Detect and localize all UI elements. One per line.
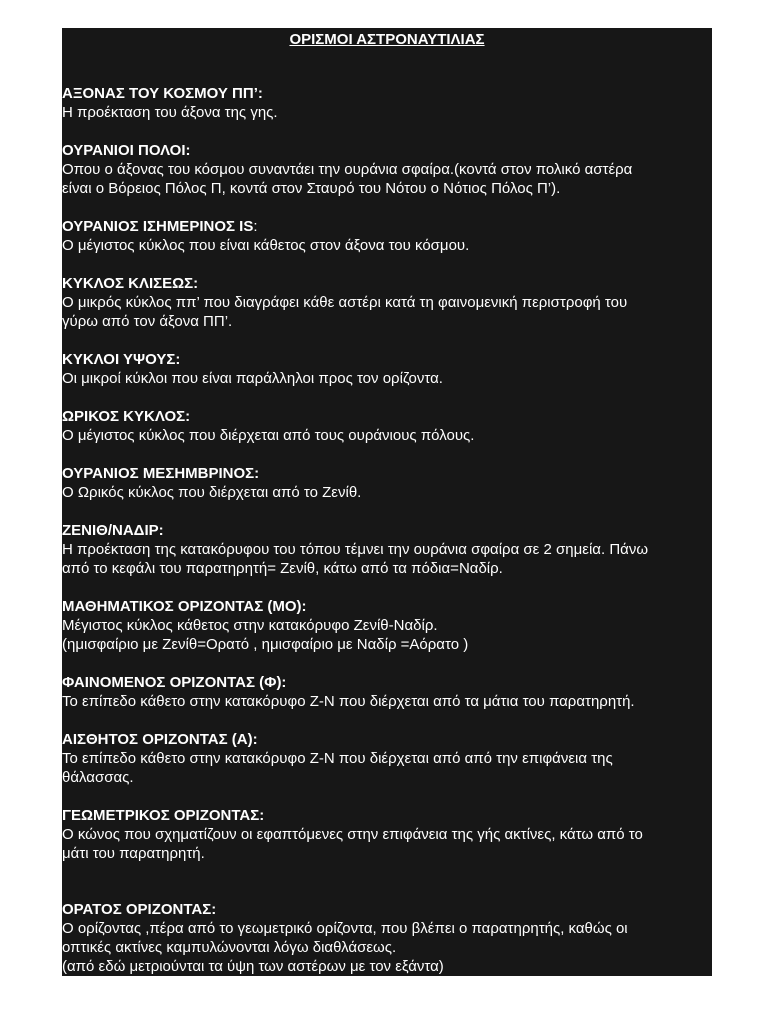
section-sensible-horizon	[62, 730, 710, 787]
definition-line: θάλασσας.	[62, 769, 134, 786]
section-heading: ΑΞΟΝΑΣ ΤΟΥ ΚΟΣΜΟΥ ΠΠ’:	[62, 85, 263, 102]
section-heading: ΜΑΘΗΜΑΤΙΚΟΣ ΟΡΙΖΟΝΤΑΣ (ΜΟ):	[62, 598, 307, 615]
section-declination-circle	[62, 274, 710, 331]
section-celestial-poles	[62, 141, 710, 198]
section-heading	[62, 217, 710, 236]
document-title: ΟΡΙΣΜΟΙ ΑΣΤΡΟΝΑΥΤΙΛΙΑΣ	[289, 31, 485, 48]
definition-line: Ο μέγιστος κύκλος που διέρχεται από τους ουράνιους πόλους.	[62, 427, 475, 444]
section-heading: ΚΥΚΛΟΣ ΚΛΙΣΕΩΣ:	[62, 275, 199, 292]
definition-line: Ο μέγιστος κύκλος που είναι κάθετος στον άξονα του κόσμου.	[62, 237, 470, 254]
section-visible-horizon	[62, 900, 710, 976]
section-celestial-meridian	[62, 464, 710, 502]
section-heading: ΦΑΙΝΟΜΕΝΟΣ ΟΡΙΖΟΝΤΑΣ (Φ):	[62, 674, 287, 691]
section-celestial-equator	[62, 217, 710, 255]
definition-line: είναι ο Βόρειος Πόλος Π, κοντά στον Σταυρό του Νότου ο Νότιος Πόλος Π’).	[62, 180, 561, 197]
definition-line: (ημισφαίριο με Ζενίθ=Ορατό , ημισφαίριο με Ναδίρ =Αόρατο )	[62, 636, 469, 653]
document-page	[62, 28, 712, 976]
definition-line: Ο κώνος που σχηματίζουν οι εφαπτόμενες στην επιφάνεια της γής ακτίνες, κάτω από το	[62, 826, 643, 843]
section-heading: ΟΥΡΑΝΙΟΣ ΜΕΣΗΜΒΡΙΝΟΣ:	[62, 465, 260, 482]
section-altitude-circles	[62, 350, 710, 388]
section-heading: ΩΡΙΚΟΣ ΚΥΚΛΟΣ:	[62, 408, 191, 425]
section-heading: ΟΡΑΤΟΣ ΟΡΙΖΟΝΤΑΣ:	[62, 901, 217, 918]
section-mathematical-horizon	[62, 597, 710, 654]
definition-line: Το επίπεδο κάθετο στην κατακόρυφο Ζ-Ν που διέρχεται από τα μάτια του παρατηρητή.	[62, 693, 635, 710]
section-hour-circle	[62, 407, 710, 445]
section-heading: ΓΕΩΜΕΤΡΙΚΟΣ ΟΡΙΖΟΝΤΑΣ:	[62, 807, 265, 824]
definition-line: Ο ορίζοντας ,πέρα από το γεωμετρικό ορίζοντα, που βλέπει ο παρατηρητής, καθώς οι	[62, 920, 628, 937]
section-heading: ΖΕΝΙΘ/ΝΑΔΙΡ:	[62, 522, 164, 539]
section-axis-of-world	[62, 84, 710, 122]
section-heading-suffix: :	[253, 218, 258, 235]
section-heading-text: ΟΥΡΑΝΙΟΣ ΙΣΗΜΕΡΙΝΟΣ IS	[62, 218, 254, 235]
definition-line: Η προέκταση του άξονα της γης.	[62, 104, 278, 121]
section-heading: ΟΥΡΑΝΙΟΙ ΠΟΛΟΙ:	[62, 142, 191, 159]
definition-line: Οι μικροί κύκλοι που είναι παράλληλοι προς τον ορίζοντα.	[62, 370, 443, 387]
definition-line: Η προέκταση της κατακόρυφου του τόπου τέμνει την ουράνια σφαίρα σε 2 σημεία. Πάνω	[62, 541, 649, 558]
definition-line: Ο Ωρικός κύκλος που διέρχεται από το Ζενίθ.	[62, 484, 362, 501]
definition-line: Το επίπεδο κάθετο στην κατακόρυφο Ζ-Ν που διέρχεται από από την επιφάνεια της	[62, 750, 613, 767]
definition-line: Μέγιστος κύκλος κάθετος στην κατακόρυφο Ζενίθ-Ναδίρ.	[62, 617, 438, 634]
definition-line: από το κεφάλι του παρατηρητή= Ζενίθ, κάτω από τα πόδια=Ναδίρ.	[62, 560, 503, 577]
section-geometric-horizon	[62, 806, 710, 863]
definition-line: μάτι του παρατηρητή.	[62, 845, 205, 862]
definition-line: Οπου ο άξονας του κόσμου συναντάει την ουράνια σφαίρα.(κοντά στον πολικό αστέρα	[62, 161, 633, 178]
section-heading: ΚΥΚΛΟΙ ΥΨΟΥΣ:	[62, 351, 181, 368]
definition-line: Ο μικρός κύκλος ππ’ που διαγράφει κάθε αστέρι κατά τη φαινομενική περιστροφή του	[62, 294, 628, 311]
definition-line: οπτικές ακτίνες καμπυλώνονται λόγω διαθλάσεως.	[62, 939, 397, 956]
section-zenith-nadir	[62, 521, 710, 578]
definition-line: γύρω από τον άξονα ΠΠ’.	[62, 313, 233, 330]
section-heading: ΑΙΣΘΗΤΟΣ ΟΡΙΖΟΝΤΑΣ (Α):	[62, 731, 258, 748]
section-apparent-horizon	[62, 673, 710, 711]
definition-line: (από εδώ μετριούνται τα ύψη των αστέρων με τον εξάντα)	[62, 958, 444, 975]
